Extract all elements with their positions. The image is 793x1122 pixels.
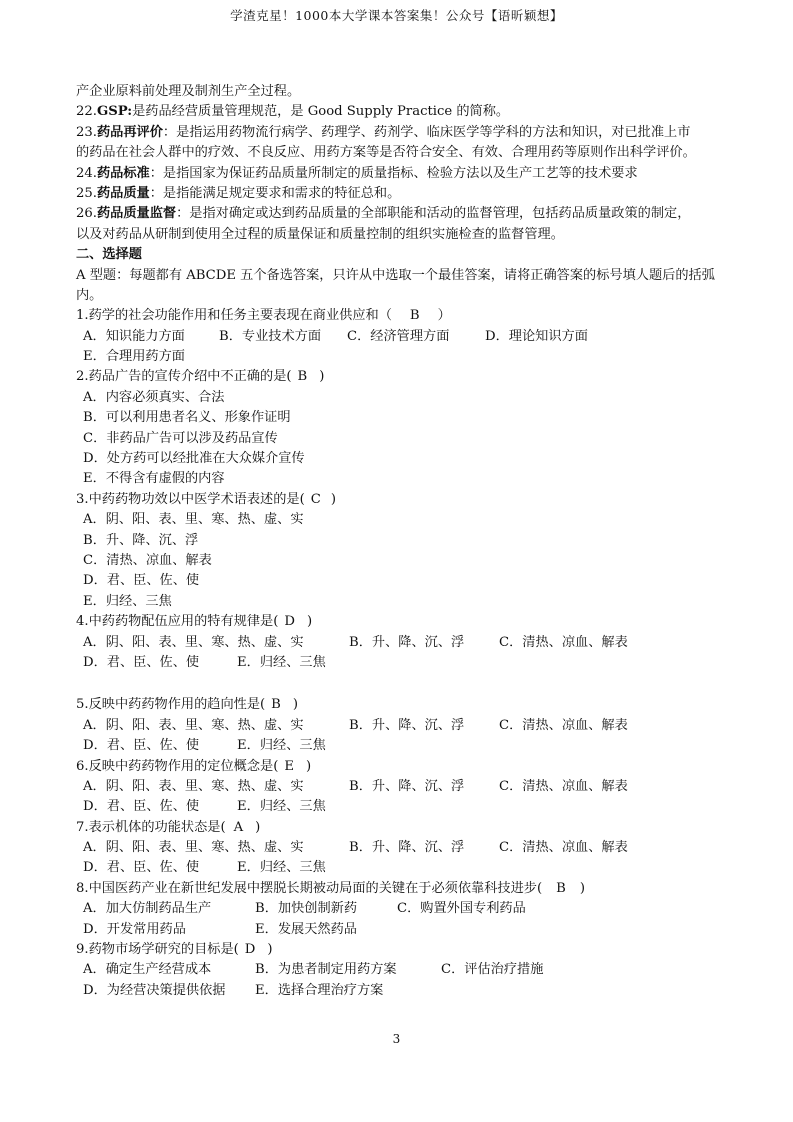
question-bracket: ): [579, 880, 585, 896]
question-3-stem: [76, 490, 731, 510]
question-4-options-row1: [76, 633, 731, 653]
option-d: D．君、臣、佐、使: [83, 738, 200, 754]
question-9-stem: [76, 940, 731, 960]
question-4-stem: [76, 612, 731, 632]
option-d: D．处方药可以经批准在大众媒介宣传: [83, 451, 305, 467]
option-e: E．归经、三焦: [237, 738, 326, 754]
definition-24: [76, 164, 731, 184]
answer: B: [556, 880, 566, 896]
option-e: E．归经、三焦: [237, 799, 326, 815]
question-bracket: ): [319, 369, 325, 385]
question-7-options-row2: [76, 858, 731, 878]
answer: C: [310, 491, 321, 507]
question-text: 4.中药药物配伍应用的特有规律是(: [76, 614, 279, 630]
option-c: C．清热、凉血、解表: [499, 840, 628, 856]
question-text: 2.药品广告的宣传介绍中不正确的是(: [76, 369, 292, 385]
option-c: C．评估治疗措施: [441, 962, 544, 978]
question-bracket: ): [255, 819, 261, 835]
option-b: B．升、降、沉、浮: [349, 634, 465, 650]
definition-26-cont: 以及对药品从研制到使用全过程的质量保证和质量控制的组织实施检查的监督管理。: [76, 226, 564, 242]
option-a: A．加大仿制药品生产: [83, 901, 212, 917]
question-bracket: ): [306, 758, 312, 774]
definition-number: 23.: [76, 124, 97, 140]
definition-25: [76, 184, 731, 204]
page-header: 学渣克星！1000本大学课本答案集！公众号【语昕颖想】: [230, 8, 563, 23]
definition-23-cont: 的药品在社会人群中的疗效、不良反应、用药方案等是否符合安全、有效、合理用药等原则作出科学评价。: [76, 145, 696, 161]
option-c: C．清热、凉血、解表: [499, 717, 628, 733]
question-9-options-row2: [76, 981, 731, 1001]
option-a: A．阴、阳、表、里、寒、热、虚、实: [83, 634, 304, 650]
question-text: 3.中药药物功效以中医学术语表述的是(: [76, 491, 305, 507]
question-bracket: ）: [437, 308, 451, 324]
answer: E: [284, 758, 294, 774]
definition-continuation: 产企业原料前处理及制剂生产全过程。: [76, 84, 301, 99]
question-7-stem: [76, 818, 731, 838]
option-a: A．确定生产经营成本: [83, 962, 212, 978]
spacer: [76, 673, 731, 695]
option-d: D．君、臣、佐、使: [83, 654, 200, 670]
question-text: 5.反映中药药物作用的趋向性是(: [76, 697, 266, 713]
question-bracket: ): [267, 942, 273, 958]
question-2-stem: [76, 367, 731, 387]
question-1-option-e: E．合理用药方面: [83, 349, 185, 365]
option-d: D．为经营决策提供依据: [83, 982, 226, 998]
option-a: A．知识能力方面: [83, 328, 185, 344]
question-7-options-row1: [76, 838, 731, 858]
option-e: E．不得含有虚假的内容: [83, 471, 225, 487]
question-6-options-row2: [76, 797, 731, 817]
answer: B: [297, 369, 308, 385]
definition-22: [76, 102, 731, 122]
option-a: A．阴、阳、表、里、寒、热、虚、实: [83, 512, 304, 528]
option-c: C．清热、凉血、解表: [499, 778, 628, 794]
definition-number: 26.: [76, 206, 97, 222]
option-b: B．为患者制定用药方案: [255, 962, 397, 978]
answer: D: [284, 614, 295, 630]
definition-text: ：是指国家为保证药品质量所制定的质量指标、检验方法以及生产工艺等的技术要求: [149, 165, 638, 181]
definition-term: GSP:: [96, 104, 133, 120]
definition-text: ：是指运用药物流行病学、药理学、药剂学、临床医学等学科的方法和知识，对已批准上市: [162, 124, 691, 140]
question-text: 7.表示机体的功能状态是(: [76, 819, 226, 835]
option-b: B．升、降、沉、浮: [349, 840, 465, 856]
definition-26: [76, 204, 731, 224]
option-d: D．开发常用药品: [83, 921, 186, 937]
definition-number: 24.: [76, 165, 97, 181]
question-1-stem: [76, 306, 731, 326]
option-d: D．君、臣、佐、使: [83, 799, 200, 815]
definition-term: 药品标准: [96, 165, 150, 181]
option-a: A．阴、阳、表、里、寒、热、虚、实: [83, 840, 304, 856]
option-b: B．升、降、沉、浮: [349, 717, 465, 733]
question-9-options-row1: [76, 960, 731, 980]
option-c: C．清热、凉血、解表: [499, 634, 628, 650]
definition-text: ：是指能满足规定要求和需求的特征总和。: [149, 185, 401, 201]
question-6-stem: [76, 757, 731, 777]
definition-text: 是药品经营质量管理规范，是 Good Supply Practice 的简称。: [132, 104, 510, 120]
question-text: 1.药学的社会功能作用和任务主要表现在商业供应和（: [76, 308, 392, 324]
question-text: 9.药物市场学研究的目标是(: [76, 942, 239, 958]
question-5-stem: [76, 695, 731, 715]
question-text: 8.中国医药产业在新世纪发展中摆脱长期被动局面的关键在于必须依靠科技进步(: [76, 880, 543, 896]
option-b: B．加快创制新药: [255, 901, 358, 917]
question-8-options-row2: [76, 920, 731, 940]
option-a: A．阴、阳、表、里、寒、热、虚、实: [83, 778, 304, 794]
option-b: B．升、降、沉、浮: [83, 532, 199, 548]
definition-text: ：是指对确定或达到药品质量的全部职能和活动的监督管理，包括药品质量政策的制定，: [176, 206, 691, 222]
answer: A: [233, 819, 244, 835]
section-title: 二、选择题: [76, 247, 142, 263]
question-5-options-row1: [76, 716, 731, 736]
option-a: A．内容必须真实、合法: [83, 389, 225, 405]
answer: B: [271, 697, 281, 713]
question-5-options-row2: [76, 736, 731, 756]
definition-23: [76, 123, 731, 143]
question-6-options-row1: [76, 777, 731, 797]
option-e: E．发展天然药品: [255, 921, 357, 937]
document-body: [76, 82, 731, 1001]
option-c: C．非药品广告可以涉及药品宣传: [83, 430, 278, 446]
option-b: B．专业技术方面: [219, 328, 322, 344]
page-number: 3: [392, 1032, 401, 1046]
question-1-options: [76, 327, 731, 347]
definition-term: 药品质量: [96, 185, 150, 201]
definition-number: 25.: [76, 185, 97, 201]
definition-term: 药品质量监督: [96, 206, 177, 222]
answer: B: [409, 308, 420, 324]
option-e: E．归经、三焦: [83, 593, 172, 609]
question-4-options-row2: [76, 653, 731, 673]
option-c: C．清热、凉血、解表: [83, 552, 212, 568]
definition-number: 22.: [76, 104, 97, 120]
instructions-cont: 内。: [76, 287, 103, 303]
answer: D: [244, 942, 256, 958]
option-b: B．可以利用患者名义、形象作证明: [83, 410, 291, 426]
option-c: C．购置外国专利药品: [397, 901, 526, 917]
option-e: E．归经、三焦: [237, 654, 326, 670]
option-e: E．归经、三焦: [237, 860, 326, 876]
instructions: A 型题：每题都有 ABCDE 五个备选答案，只许从中选取一个最佳答案，请将正确答案的标号填人题后的括弧: [76, 267, 715, 283]
question-bracket: ): [306, 614, 313, 630]
definition-term: 药品再评价: [96, 124, 163, 140]
option-d: D．君、臣、佐、使: [83, 573, 200, 589]
question-8-options-row1: [76, 899, 731, 919]
option-d: D．理论知识方面: [485, 328, 588, 344]
question-bracket: ): [330, 491, 336, 507]
option-e: E．选择合理治疗方案: [255, 982, 384, 998]
option-a: A．阴、阳、表、里、寒、热、虚、实: [83, 717, 304, 733]
question-bracket: ): [292, 697, 299, 713]
question-8-stem: [76, 879, 731, 899]
option-b: B．升、降、沉、浮: [349, 778, 465, 794]
option-d: D．君、臣、佐、使: [83, 860, 200, 876]
option-c: C．经济管理方面: [347, 328, 450, 344]
question-text: 6.反映中药药物作用的定位概念是(: [76, 758, 279, 774]
